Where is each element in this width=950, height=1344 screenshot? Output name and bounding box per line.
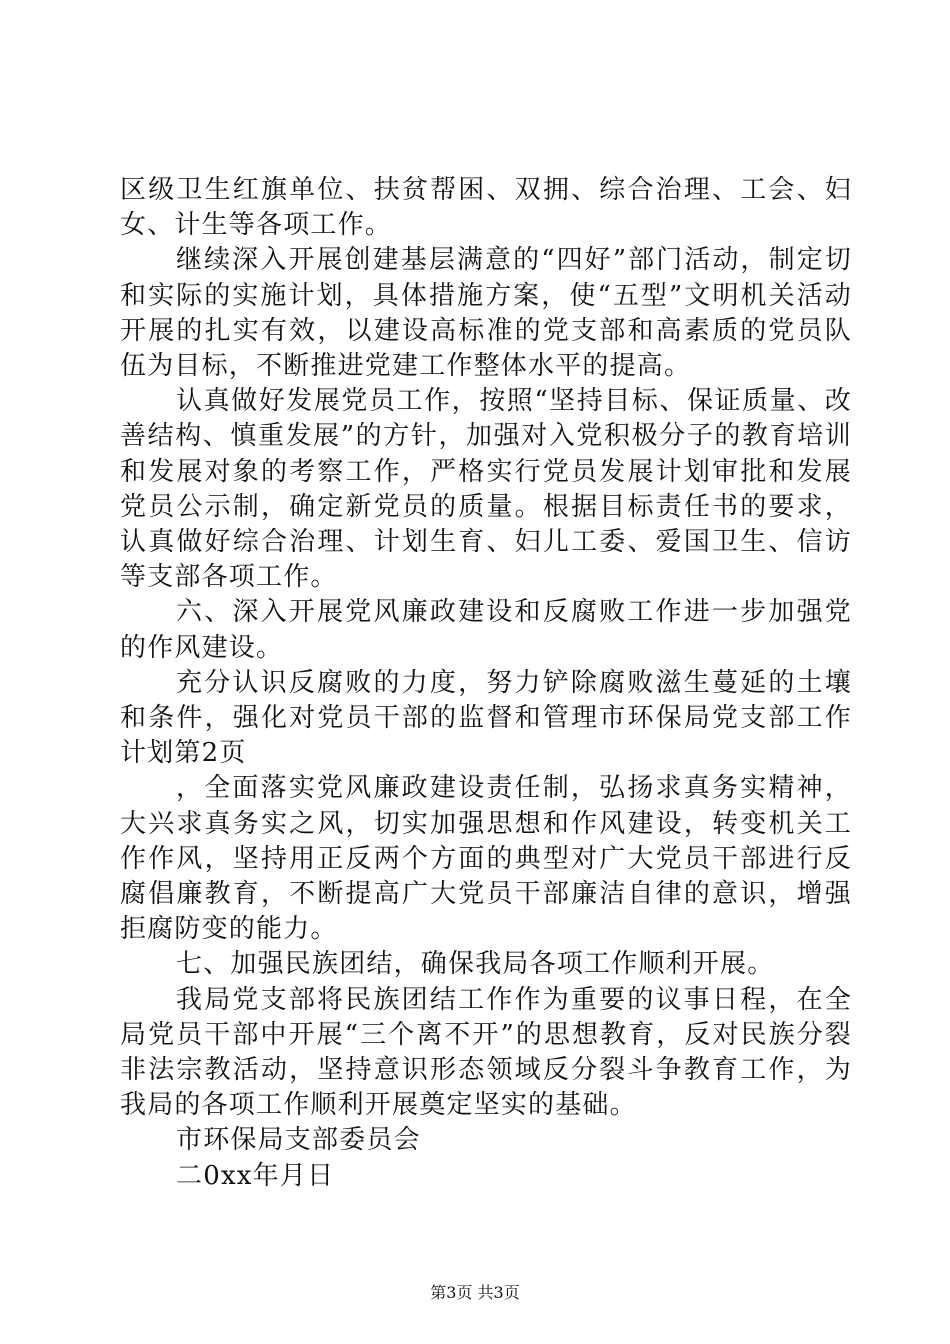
paragraph-party-member-development: 认真做好发展党员工作，按照“坚持目标、保证质量、改善结构、慎重发展”的方针，加强对入党积极分子的教育培训和发展对象的考察工作，严格实行党员发展计划审批和发展党员公示制，确定新党员的质量。根据目标责任书的要求，认真做好综合治理、计划生育、妇儿工委、爱国卫生、信访等支部各项工作。 [120, 386, 852, 593]
page-footer: 第3页 共3页 [430, 1283, 520, 1302]
document-body [120, 173, 852, 1194]
signature-committee: 市环保局支部委员会 [176, 1125, 421, 1156]
signature-date: 二0xx年月日 [176, 1160, 335, 1191]
paragraph-ethnic-unity: 我局党支部将民族团结工作作为重要的议事日程，在全局党员干部中开展“三个离不开”的思想教育，反对民族分裂非法宗教活动，坚持意识形态领域反分裂斗争教育工作，为我局的各项工作顺利开展奠定坚实的基础。 [120, 984, 852, 1121]
paragraph-four-good: 继续深入开展创建基层满意的“四好”部门活动，制定切和实际的实施计划，具体措施方案，使“五型”文明机关活动开展的扎实有效，以建设高标准的党支部和高素质的党员队伍为目标，不断推进党建工作整体水平的提高。 [120, 245, 852, 382]
section-heading-six: 六、深入开展党风廉政建设和反腐败工作进一步加强党的作风建设。 [120, 597, 852, 663]
paragraph-continuation: 区级卫生红旗单位、扶贫帮困、双拥、综合治理、工会、妇女、计生等各项工作。 [120, 175, 852, 241]
paragraph-responsibility-system: ，全面落实党风廉政建设责任制，弘扬求真务实精神，大兴求真务实之风，切实加强思想和作风建设，转变机关工作作风，坚持用正反两个方面的典型对广大党员干部进行反腐倡廉教育，不断提高广大党员干部廉洁自律的意识，增强拒腐防变的能力。 [120, 773, 852, 945]
section-heading-seven: 七、加强民族团结，确保我局各项工作顺利开展。 [176, 949, 775, 980]
paragraph-anti-corruption: 充分认识反腐败的力度，努力铲除腐败滋生蔓延的土壤和条件，强化对党员干部的监督和管理市环保局党支部工作计划第2页 [120, 667, 852, 769]
